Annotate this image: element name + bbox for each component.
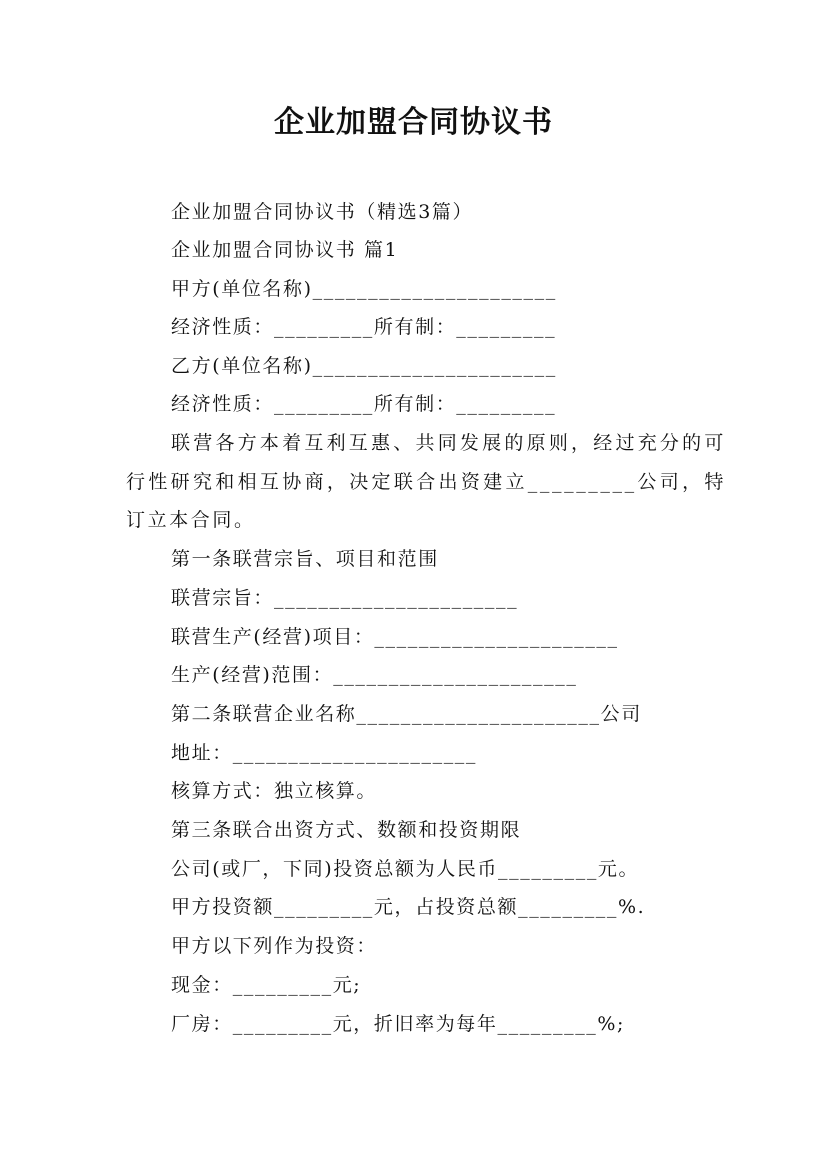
article-1-heading: 第一条联营宗旨、项目和范围	[171, 548, 439, 570]
article-3-heading: 第三条联合出资方式、数额和投资期限	[171, 819, 522, 841]
article-2-heading: 第二条联营企业名称______________________公司	[171, 703, 642, 725]
address-line: 地址：______________________	[171, 742, 477, 764]
document-title: 企业加盟合同协议书	[274, 105, 553, 140]
party-a-name-line: 甲方(单位名称)______________________	[171, 278, 557, 300]
total-investment-line: 公司(或厂，下同)投资总额为人民币_________元。	[171, 858, 640, 880]
accounting-line: 核算方式：独立核算。	[171, 780, 378, 802]
scope-line: 生产(经营)范围：______________________	[171, 664, 578, 686]
intro-paragraph: 联营各方本着互利互惠、共同发展的原则，经过充分的可行性研究和相互协商，决定联合出资建立_________公司，特订立本合同。	[126, 432, 726, 532]
party-a-nature-line: 经济性质：_________所有制：_________	[171, 316, 557, 338]
party-a-items-line: 甲方以下列作为投资：	[171, 935, 378, 957]
party-b-name-line: 乙方(单位名称)______________________	[171, 355, 557, 377]
cash-line: 现金：_________元;	[171, 974, 362, 996]
section-heading: 企业加盟合同协议书 篇1	[171, 239, 399, 261]
plant-line: 厂房：_________元，折旧率为每年_________%;	[171, 1013, 626, 1035]
party-a-investment-line: 甲方投资额_________元，占投资总额_________%.	[171, 896, 646, 918]
subtitle-line: 企业加盟合同协议书（精选3篇）	[171, 201, 474, 223]
party-b-nature-line: 经济性质：_________所有制：_________	[171, 393, 557, 415]
purpose-line: 联营宗旨：______________________	[171, 587, 519, 609]
project-line: 联营生产(经营)项目：______________________	[171, 626, 619, 648]
